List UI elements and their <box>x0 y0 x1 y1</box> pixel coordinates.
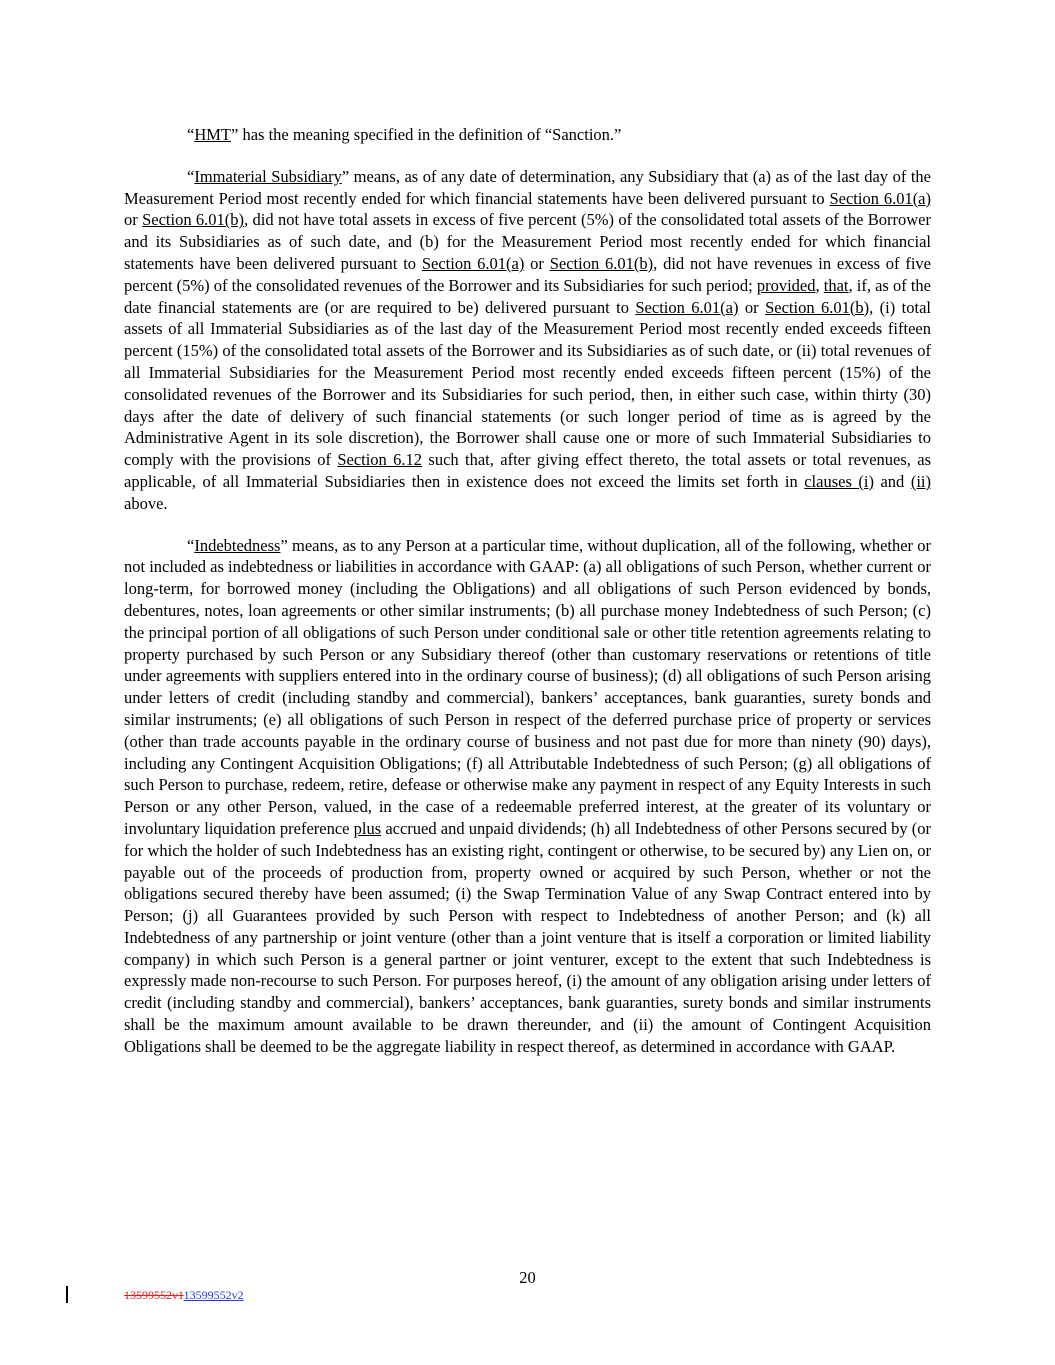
section-reference: Section 6.12 <box>337 450 423 470</box>
revision-change-bar <box>66 1286 68 1303</box>
definition-text: , did not have revenues in excess of five percent (5%) of the consolidated revenues of the Borrower and its Subsidiaries for such period; <box>124 253 932 295</box>
definition-text: accrued and unpaid dividends; (h) all Indebtedness of other Persons secured by (or for which the holder of such Indebtedness has an existing right, contingent or otherwise, to be secured by) any Lien on, or payable out of the proceeds of production from, property owned or acquired by such Person, whether or not the obligations secured thereby have been assumed; (i) the Swap Termination Value of any Swap Contract entered into by Person; (j) all Guarantees provided by such Person with respect to Indebtedness of another Person; and (k) all Indebtedness of any partnership or joint venture (other than a joint venture that is itself a corporation or limited liability company) in which such Person is a general partner or joint venturer, except to the extent that such Indebtedness is expressly made non-recourse to such Person. For purposes hereof, (i) the amount of any obligation arising under letters of credit (including standby and commercial), bankers’ acceptances, bank guaranties, surety bonds and similar instruments shall be the maximum amount available to be drawn thereunder, and (ii) the amount of Contingent Acquisition Obligations shall be deemed to be the aggregate liability in respect thereof, as determined in accordance with GAAP. <box>124 818 932 1056</box>
quote-open: “ <box>187 535 195 555</box>
definition-immaterial-subsidiary <box>124 166 931 515</box>
defined-term-hmt: HMT <box>194 125 231 144</box>
definition-text: such that, after giving effect thereto, the total assets or total revenues, as applicable, of all Immaterial Subsidiaries then in existence does not exceed the limits set forth in <box>124 450 931 491</box>
document-body <box>124 124 931 1078</box>
clause-reference: (ii) <box>910 471 931 491</box>
definition-hmt <box>124 124 931 146</box>
definition-text: or <box>738 297 766 317</box>
definition-text: or <box>124 210 143 230</box>
section-reference: Section 6.01(a) <box>635 297 739 317</box>
definition-text: or <box>524 253 550 273</box>
definition-text: ” means, as to any Person at a particular time, without duplication, all of the following, whether or not included as indebtedness or liabilities in accordance with GAAP: (a) all obligations of such Person, whether current or long-term, for borrowed money (including the Obligations) and all obligations of such Person evidenced by bonds, debentures, notes, loan agreements or other similar instruments; (b) all purchase money Indebtedness of such Person; (c) the principal portion of all obligations of such Person under conditional sale or other title retention agreements relating to property purchased by such Person or any Subsidiary thereof (other than customary reservations or retentions of title under agreements with suppliers entered into in the ordinary course of business); (d) all obligations of such Person arising under letters of credit (including standby and commercial), bankers’ acceptances, bank guaranties, surety bonds and similar instruments; (e) all obligations of such Person in respect of the deferred purchase price of property or services (other than trade accounts payable in the ordinary course of business and not past due for more than ninety (90) days), including any Contingent Acquisition Obligations; (f) all Attributable Indebtedness of such Person; (g) all obligations of such Person to purchase, redeem, retire, defease or otherwise make any payment in respect of any Equity Interests in such Person or any other Person, valued, in the case of a redeemable preferred interest, at the greater of its voluntary or involuntary liquidation preference <box>124 535 931 838</box>
section-reference: Section 6.01(b) <box>549 253 654 273</box>
definition-indebtedness <box>124 535 931 1058</box>
definition-text: and <box>873 471 911 491</box>
emphasis-plus: plus <box>353 818 382 838</box>
section-reference: Section 6.01(a) <box>421 253 525 273</box>
definition-text: , <box>815 275 824 295</box>
clause-reference: clauses (i) <box>804 471 874 491</box>
document-id-deleted: 13599552v1 <box>124 1288 184 1302</box>
definition-text: , if, as of the date financial statements are (or are required to be) delivered pursuant to <box>124 275 931 317</box>
quote-open: “ <box>187 166 195 186</box>
definition-text: ” means, as of any date of determination, any Subsidiary that (a) as of the last day of the Measurement Period most recently ended for which financial statements have been delivered pursuant to <box>124 166 931 208</box>
definition-text: above. <box>124 493 168 513</box>
document-id-inserted: 13599552v2 <box>183 1288 244 1302</box>
defined-term-immaterial-subsidiary: Immaterial Subsidiary <box>194 166 342 186</box>
definition-text: ” has the meaning specified in the definition of “Sanction.” <box>231 125 622 144</box>
emphasis-that: that <box>823 275 849 295</box>
page-number: 20 <box>519 1268 536 1287</box>
section-reference: Section 6.01(b) <box>765 297 870 317</box>
emphasis-provided: provided <box>756 275 816 295</box>
definition-text: , (i) total assets of all Immaterial Subsidiaries as of the last day of the Measurement Period most recently ended exceeds fifteen percent (15%) of the consolidated total assets of the Borrower and its Subsidiaries as of such date, or (ii) total revenues of all Immaterial Subsidiaries for the Measurement Period most recently ended exceeds fifteen percent (15%) of the consolidated revenues of the Borrower and its Subsidiaries for such period, then, in either such case, within thirty (30) days after the date of delivery of such financial statements (or such longer period of time as is agreed by the Administrative Agent in its sole discretion), the Borrower shall cause one or more of such Immaterial Subsidiaries to comply with the provisions of <box>124 297 931 470</box>
document-id <box>124 1288 244 1303</box>
section-reference: Section 6.01(a) <box>829 188 932 208</box>
definition-text: , did not have total assets in excess of five percent (5%) of the consolidated total assets of the Borrower and its Subsidiaries as of such date, and (b) for the Measurement Period most recently ended for which financial statements have been delivered pursuant to <box>124 210 932 273</box>
section-reference: Section 6.01(b) <box>142 210 245 230</box>
quote-open: “ <box>187 125 195 144</box>
defined-term-indebtedness: Indebtedness <box>194 535 281 555</box>
